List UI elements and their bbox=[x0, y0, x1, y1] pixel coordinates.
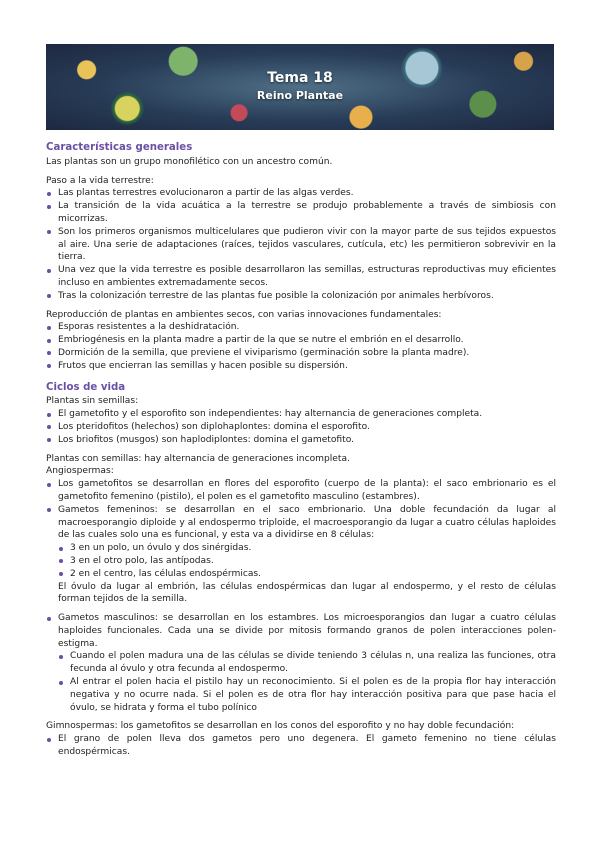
sub-list-item: Al entrar el polen hacia el pistilo hay un reconocimiento. Si el polen es de la propia flor hay interacción negativa y no ocurre nada. Si el polen es de otra flor hay interacción positiva para que pase hacia el óvulo, se hidrata y forma el tubo polínico bbox=[58, 676, 556, 714]
sub-list-item: 3 en el otro polo, las antípodas. bbox=[58, 555, 556, 568]
bullet-list bbox=[46, 612, 556, 650]
section-heading-ciclos: Ciclos de vida bbox=[46, 381, 126, 393]
page-title: Tema 18 bbox=[267, 70, 333, 86]
bullet-list bbox=[46, 321, 556, 372]
bullet-list bbox=[46, 187, 556, 302]
list-item: Una vez que la vida terrestre es posible desarrollaron las semillas, estructuras reproductivas muy eficientes incluso en ambientes extremadamente secos. bbox=[46, 264, 556, 290]
paragraph: Plantas sin semillas: bbox=[46, 396, 139, 407]
paragraph: Las plantas son un grupo monofilético con un ancestro común. bbox=[46, 156, 333, 167]
list-item: Dormición de la semilla, que previene el viviparismo (germinación sobre la planta madre). bbox=[46, 347, 556, 360]
list-item: Los gametofitos se desarrollan en flores del esporofito (cuerpo de la planta): el saco embrionario es el gametofito femenino (pistilo), el polen es el gametofito masculino (estambres). bbox=[46, 478, 556, 504]
bullet-list bbox=[46, 408, 556, 446]
list-item: Las plantas terrestres evolucionaron a partir de las algas verdes. bbox=[46, 187, 556, 200]
list-item: Tras la colonización terrestre de las plantas fue posible la colonización por animales herbívoros. bbox=[46, 290, 556, 303]
paragraph: Angiospermas: bbox=[46, 466, 114, 477]
paragraph: Reproducción de plantas en ambientes secos, con varias innovaciones fundamentales: bbox=[46, 309, 442, 320]
bullet-list bbox=[46, 733, 556, 759]
sub-bullet-list bbox=[58, 542, 556, 580]
list-item: Gametos masculinos: se desarrollan en los estambres. Los microesporangios dan lugar a cuatro células haploides funcionales. Cada una se divide por mitosis formando granos de polen interacciones polen-estigma. bbox=[46, 612, 556, 650]
document-body bbox=[46, 138, 556, 759]
list-item: Son los primeros organismos multicelulares que pudieron vivir con la mayor parte de sus tejidos expuestos al aire. Una serie de adaptaciones (raíces, tejidos vasculares, cutícula, etc) les permitieron sobrevivir en la tierra. bbox=[46, 226, 556, 264]
sub-list-item: Cuando el polen madura una de las células se divide teniendo 3 células n, una realiza las funciones, otra fecunda al óvulo y otra fecunda al endospermo. bbox=[58, 650, 556, 676]
paragraph: El óvulo da lugar al embrión, las células endospérmicas dan lugar al endospermo, y el resto de células forman tejidos de la semilla. bbox=[58, 581, 556, 605]
list-item: Los pteridofitos (helechos) son diplohaplontes: domina el esporofito. bbox=[46, 421, 556, 434]
list-item: Esporas resistentes a la deshidratación. bbox=[46, 321, 556, 334]
paragraph: Paso a la vida terrestre: bbox=[46, 175, 154, 186]
header-banner bbox=[46, 44, 554, 130]
sub-list-item: 2 en el centro, las células endospérmicas. bbox=[58, 568, 556, 581]
paragraph: Gimnospermas: los gametofitos se desarrollan en los conos del esporofito y no hay doble fecundación: bbox=[46, 721, 515, 732]
page-subtitle: Reino Plantae bbox=[256, 89, 344, 102]
list-item: Los briofitos (musgos) son haplodiplontes: domina el gametofito. bbox=[46, 434, 556, 447]
paragraph: Plantas con semillas: hay alternancia de generaciones incompleta. bbox=[46, 453, 350, 464]
bullet-list bbox=[46, 478, 556, 542]
sub-bullet-list bbox=[58, 650, 556, 714]
list-item: Frutos que encierran las semillas y hacen posible su dispersión. bbox=[46, 360, 556, 373]
list-item: El gametofito y el esporofito son independientes: hay alternancia de generaciones completa. bbox=[46, 408, 556, 421]
section-heading-caracteristicas: Características generales bbox=[46, 142, 193, 153]
list-item: El grano de polen lleva dos gametos pero uno degenera. El gameto femenino no tiene células endospérmicas. bbox=[46, 733, 556, 759]
sub-list-item: 3 en un polo, un óvulo y dos sinérgidas. bbox=[58, 542, 556, 555]
list-item: Embriogénesis en la planta madre a partir de la que se nutre el embrión en el desarrollo. bbox=[46, 334, 556, 347]
list-item: La transición de la vida acuática a la terrestre se produjo probablemente a través de simbiosis con micorrizas. bbox=[46, 200, 556, 226]
list-item: Gametos femeninos: se desarrollan en el saco embrionario. Una doble fecundación da lugar al macroesporangio diploide y al endospermo triploide, el macroesporangio da lugar a cuatro células haploides de las cuales solo una es funcional, y esta va a dividirse en 8 células: bbox=[46, 504, 556, 542]
